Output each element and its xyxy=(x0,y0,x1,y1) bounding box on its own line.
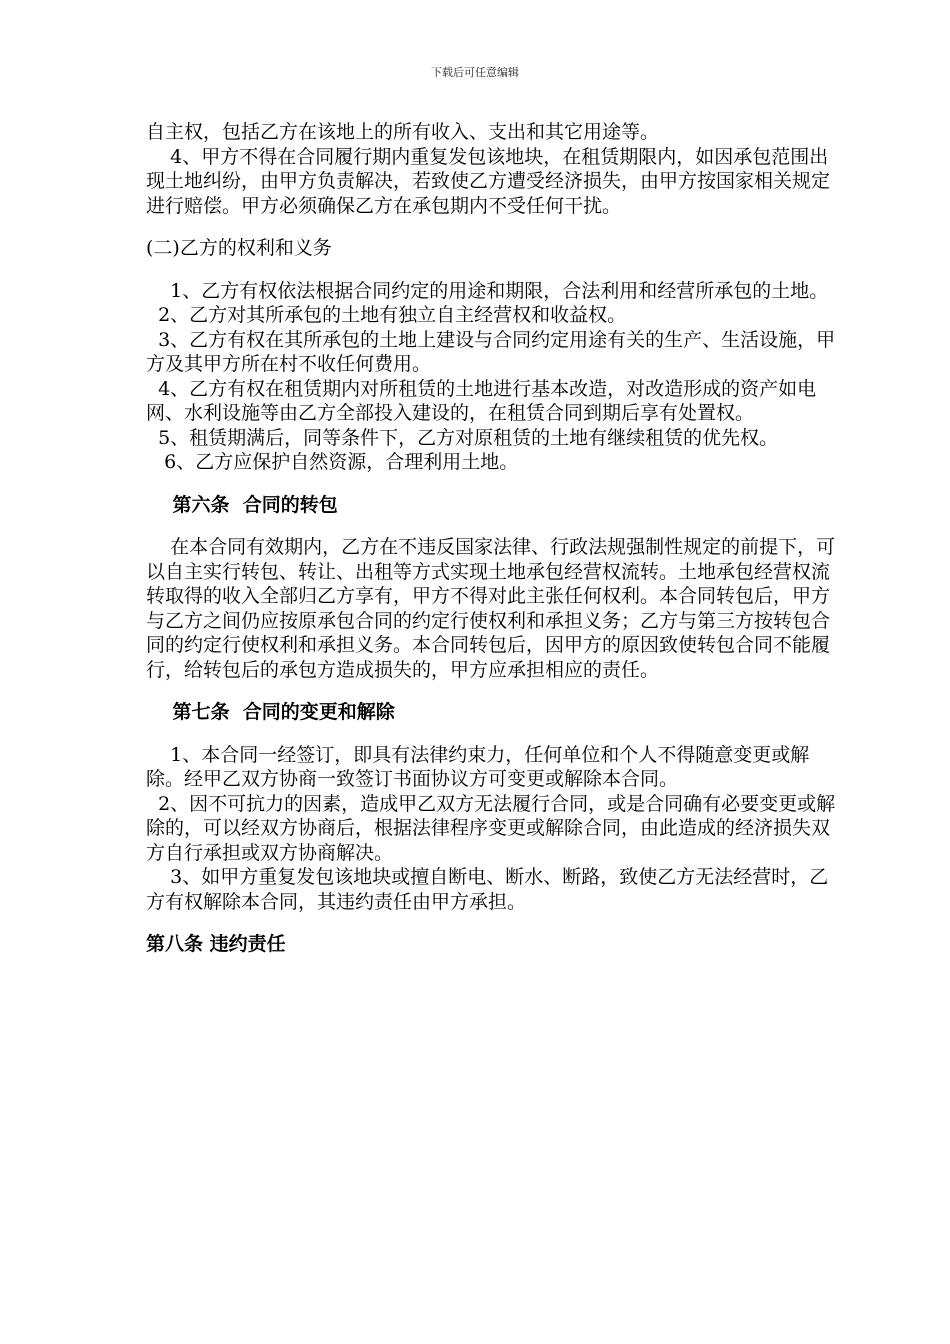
paragraph-spacer xyxy=(146,218,836,236)
paragraph: 3、乙方有权在其所承包的土地上建设与合同约定用途有关的生产、生活设施，甲方及其甲方所在村不收任何费用。 xyxy=(146,328,836,375)
paragraph-spacer xyxy=(146,682,836,700)
paragraph-spacer xyxy=(146,475,836,493)
paragraph: 5、租赁期满后，同等条件下，乙方对原租赁的土地有继续租赁的优先权。 xyxy=(146,426,779,449)
paragraph: 1、乙方有权依法根据合同约定的用途和期限，合法利用和经营所承包的土地。 xyxy=(146,279,829,302)
paragraph-spacer xyxy=(146,725,836,743)
section-heading: 第六条 合同的转包 xyxy=(146,493,338,516)
section-heading: 第八条 违约责任 xyxy=(146,933,286,955)
paragraph-spacer xyxy=(146,517,836,535)
paragraph-spacer xyxy=(146,914,836,932)
paragraph: (二)乙方的权利和义务 xyxy=(146,237,332,259)
paragraph: 1、本合同一经签订，即具有法律约束力，任何单位和个人不得随意变更或解除。经甲乙双方协商一致签订书面协议方可变更或解除本合同。 xyxy=(146,743,810,790)
paragraph: 在本合同有效期内，乙方在不违反国家法律、行政法规强制性规定的前提下，可以自主实行转包、转让、出租等方式实现土地承包经营权流转。土地承包经营权流转取得的收入全部归乙方享有，甲方不得对此主张任何权利。本合同转包后，甲方与乙方之间仍应按原承包合同的约定行使权利和承担义务；乙方与第三方按转包合同的约定行使权利和承担义务。本合同转包后，因甲方的原因致使转包合同不能履行，给转包后的承包方造成损失的，甲方应承担相应的责任。 xyxy=(146,536,836,681)
paragraph-spacer xyxy=(146,261,836,279)
section-heading: 第七条 合同的变更和解除 xyxy=(146,701,395,723)
paragraph: 自主权，包括乙方在该地上的所有收入、支出和其它用途等。 xyxy=(146,121,660,143)
document-body xyxy=(146,120,836,957)
page-header: 下载后可任意编辑 xyxy=(431,66,519,79)
paragraph: 4、甲方不得在合同履行期内重复发包该地块，在租赁期限内，如因承包范围出现土地纠纷，由甲方负责解决，若致使乙方遭受经济损失，由甲方按国家相关规定进行赔偿。甲方必须确保乙方在承包期内不受任何干扰。 xyxy=(146,145,831,217)
paragraph: 4、乙方有权在租赁期内对所租赁的土地进行基本改造，对改造形成的资产如电网、水利设施等由乙方全部投入建设的，在租赁合同到期后享有处置权。 xyxy=(146,377,817,424)
paragraph: 2、乙方对其所承包的土地有独立自主经营权和收益权。 xyxy=(146,304,627,326)
paragraph: 2、因不可抗力的因素，造成甲乙双方无法履行合同，或是合同确有必要变更或解除的，可以经双方协商后，根据法律程序变更或解除合同，由此造成的经济损失双方自行承担或双方协商解决。 xyxy=(146,792,836,864)
paragraph: 3、如甲方重复发包该地块或擅自断电、断水、断路，致使乙方无法经营时，乙方有权解除本合同，其违约责任由甲方承担。 xyxy=(146,866,829,913)
paragraph: 6、乙方应保护自然资源，合理利用土地。 xyxy=(146,451,519,473)
